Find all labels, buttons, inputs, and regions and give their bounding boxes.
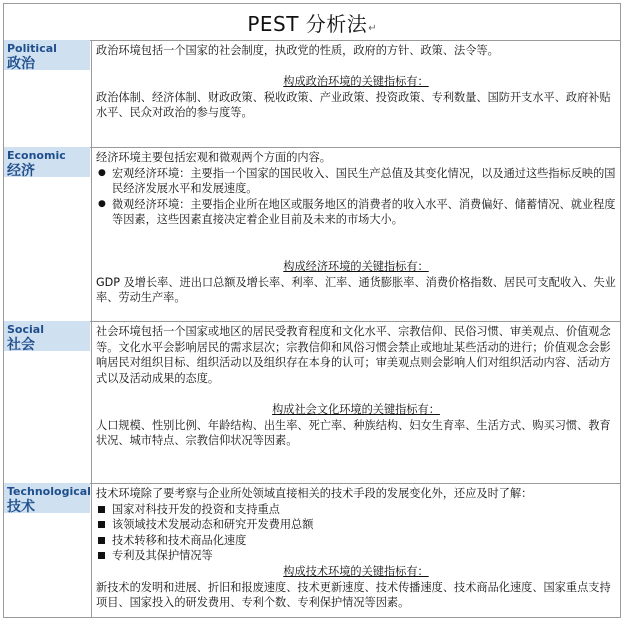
square-bullet-icon xyxy=(98,506,105,513)
label-cn: 技术 xyxy=(7,499,35,515)
square-bullet-icon xyxy=(98,521,105,528)
section-social xyxy=(4,321,620,484)
economic-bullet: ● 宏观经济环境：主要指一个国家的国民收入、国民生产总值及其变化情况，以及通过这些指标反映的国民经济发展水平和发展速度。 xyxy=(96,166,616,197)
section-content-political xyxy=(96,43,616,137)
economic-indicator-heading: 构成经济环境的关键指标有： xyxy=(283,260,429,274)
pest-document xyxy=(3,3,621,618)
economic-bullet: ● 微观经济环境：主要指企业所在地区或服务地区的消费者的收入水平、消费偏好、储蓄情况、就业程度等因素，这些因素直接决定着企业目前及未来的市场大小。 xyxy=(96,197,616,228)
section-label-technological xyxy=(4,483,90,513)
title-row xyxy=(4,4,620,41)
paragraph-mark-icon: ↵ xyxy=(368,23,377,34)
technological-indicator-heading: 构成技术环境的关键指标有： xyxy=(283,564,429,578)
technological-bullet xyxy=(96,517,616,533)
label-en: Economic xyxy=(7,149,66,162)
section-political xyxy=(4,40,620,148)
technological-indicators: 新技术的发明和进展、折旧和报废速度、技术更新速度、技术传播速度、技术商品化速度、国家重点支持项目、国家投入的研发费用、专利个数、专利保护情况等因素。 xyxy=(96,580,611,610)
technological-bullet xyxy=(96,502,616,518)
section-label-social xyxy=(4,321,90,351)
section-content-social xyxy=(96,324,616,449)
section-label-economic xyxy=(4,147,90,177)
section-label-political xyxy=(4,40,90,70)
political-indicator-heading: 构成政治环境的关键指标有： xyxy=(283,75,429,89)
technological-bullet xyxy=(96,533,616,549)
page-title: PEST 分析法 xyxy=(247,12,368,36)
bullet-text: 该领域技术发展动态和研究开发费用总额 xyxy=(112,518,314,532)
political-intro: 政治环境包括一个国家的社会制度，执政党的性质，政府的方针、政策、法令等。 xyxy=(96,44,499,57)
label-cn: 政治 xyxy=(7,56,35,72)
label-cn: 经济 xyxy=(7,163,35,179)
economic-intro: 经济环境主要包括宏观和微观两个方面的内容。 xyxy=(96,151,331,164)
economic-indicators: GDP 及增长率、进出口总额及增长率、利率、汇率、通货膨胀率、消费价格指数、居民可支配收入、失业率、劳动生产率。 xyxy=(96,275,616,305)
bullet-text: 技术转移和技术商品化速度 xyxy=(112,533,247,547)
section-economic xyxy=(4,147,620,322)
label-en: Social xyxy=(7,323,44,336)
section-content-technological xyxy=(96,486,616,611)
social-indicator-heading: 构成社会文化环境的关键指标有： xyxy=(272,402,440,416)
technological-intro: 技术环境除了要考察与企业所处领域直接相关的技术手段的发展变化外，还应及时了解： xyxy=(96,487,533,500)
social-intro: 社会环境包括一个国家或地区的居民受教育程度和文化水平、宗教信仰、民俗习惯、审美观点、价值观念等。文化水平会影响居民的需求层次；宗教信仰和风俗习惯会禁止或地址某些活动的进行；价值观念会影响居民对组织目标、组织活动以及组织存在本身的认可；审美观点则会影响人们对组织活动内容、活动方式以及活动成果的态度。 xyxy=(96,325,611,385)
political-indicators: 政治体制、经济体制、财政政策、税收政策、产业政策、投资政策、专利数量、国防开支水平、政府补贴水平、民众对政治的参与度等。 xyxy=(96,90,611,120)
technological-bullet xyxy=(96,548,616,564)
label-en: Technological xyxy=(7,485,91,498)
square-bullet-icon xyxy=(98,537,105,544)
bullet-text: 专利及其保护情况等 xyxy=(112,549,213,563)
bullet-text: 国家对科技开发的投资和支持重点 xyxy=(112,502,280,516)
square-bullet-icon xyxy=(98,552,105,559)
section-technological xyxy=(4,483,620,617)
label-cn: 社会 xyxy=(7,337,35,353)
section-content-economic xyxy=(96,150,616,306)
label-en: Political xyxy=(7,42,57,55)
social-indicators: 人口规模、性别比例、年龄结构、出生率、死亡率、种族结构、妇女生育率、生活方式、购买习惯、教育状况、城市特点、宗教信仰状况等因素。 xyxy=(96,418,611,448)
